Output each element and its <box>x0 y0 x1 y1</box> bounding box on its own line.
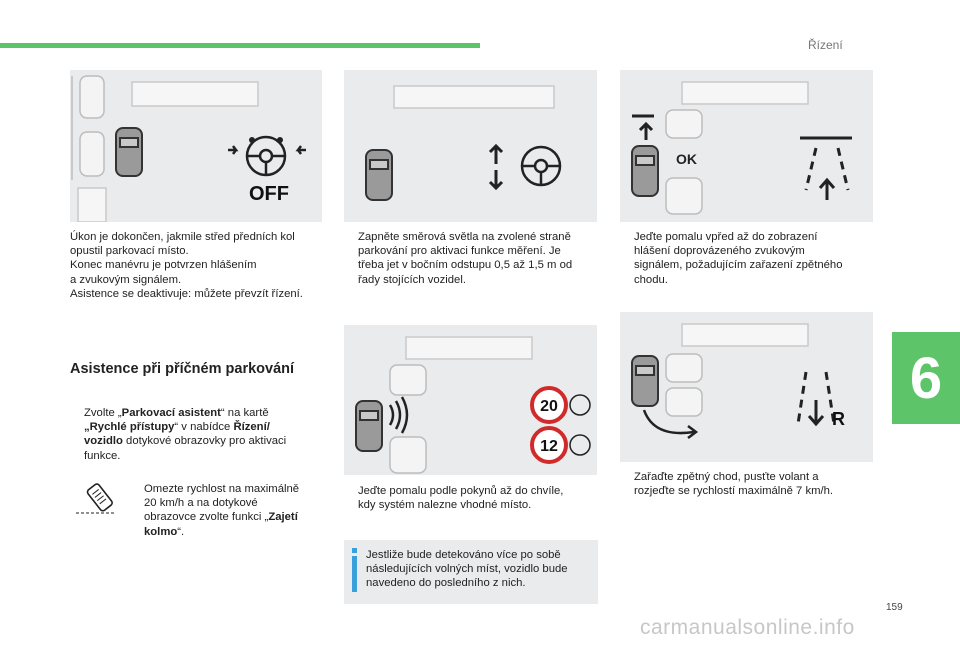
section-heading: Asistence při příčném parkování <box>70 361 295 377</box>
own-car <box>356 401 382 451</box>
own-car <box>632 146 658 196</box>
svg-text:12: 12 <box>540 438 558 455</box>
col2-bullet-2: Jeďte pomalu podle pokynů až do chvíle, kdy systém nalezne vhodné místo. <box>358 485 564 512</box>
figure-sensors-speed <box>344 325 597 475</box>
figure-indicator <box>344 70 597 222</box>
col1-bullet-2: Omezte rychlost na maximálně 20 km/h a na dotykové obrazovce zvolte funkci „Zajetí kolmo“. <box>144 483 300 538</box>
own-car <box>366 150 392 200</box>
section-title: Řízení <box>808 38 843 52</box>
lane-arrows-icon <box>798 372 834 424</box>
chapter-tab: 6 <box>892 332 960 424</box>
parked-car-outline <box>666 354 702 416</box>
col3-bullet-2: Zařaďte zpětný chod, pusťte volant a rozjeďte se rychlostí maximálně 7 km/h. <box>634 471 834 498</box>
own-car <box>632 356 658 406</box>
bullet-marker <box>70 406 84 463</box>
col2-bullet-1: Zapněte směrová světla na zvolené straně parkování pro aktivaci funkce měření. Je třeba jet v bočním odstupu 0,5 až 1,5 m od řady stojících vozidel. <box>358 231 573 286</box>
sensors-diagram <box>344 325 597 475</box>
up-down-arrows-icon <box>490 146 502 188</box>
info-icon <box>352 548 357 594</box>
arrow-up-icon <box>640 124 652 140</box>
top-accent-bar <box>0 43 480 48</box>
lane-arrows-icon <box>800 138 852 200</box>
info-box: Jestliže bude detekováno více po sobě následujících volných míst, vozidlo bude navedeno do posledního z nich. <box>344 540 598 604</box>
figure-reverse <box>620 312 873 462</box>
figure-forward-ok <box>620 70 873 222</box>
pedal-icon <box>74 480 118 516</box>
steering-wheel-icon <box>522 147 560 185</box>
watermark: carmanualsonline.info <box>640 616 855 639</box>
reverse-diagram <box>620 312 873 462</box>
parked-car-outline <box>80 76 104 176</box>
col1-paragraph: Úkon je dokončen, jakmile střed předních kol opustil parkovací místo. Konec manévru je potvrzen hlášením a zvukovým signálem. Asistence se deaktivuje: můžete převzít řízení. <box>70 231 303 300</box>
indicator-diagram <box>344 70 597 222</box>
svg-text:20: 20 <box>540 398 558 415</box>
speed-sign-20 <box>532 388 566 422</box>
ok-label: OK <box>676 151 697 167</box>
exit-diagram <box>70 70 322 222</box>
col3-bullet-1: Jeďte pomalu vpřed až do zobrazení hlášení doprovázeného zvukovým signálem, požadujícím zařazení zpětného chodu. <box>634 231 843 286</box>
figure-exit-complete <box>70 70 322 222</box>
page-number: 159 <box>886 602 903 613</box>
forward-diagram <box>620 70 873 222</box>
speed-sign-12 <box>532 428 566 462</box>
sensor-waves-icon <box>390 397 407 433</box>
off-label: OFF <box>249 183 289 205</box>
own-car <box>116 128 142 176</box>
steering-wheel-icon <box>570 395 590 455</box>
col1-bullet-1: Zvolte „Parkovací asistent“ na kartě „Rychlé přístupy“ v nabídce Řízení/ vozidlo dotykové obrazovky pro aktivaci funkce. <box>70 406 330 463</box>
reverse-label: R <box>832 409 845 429</box>
